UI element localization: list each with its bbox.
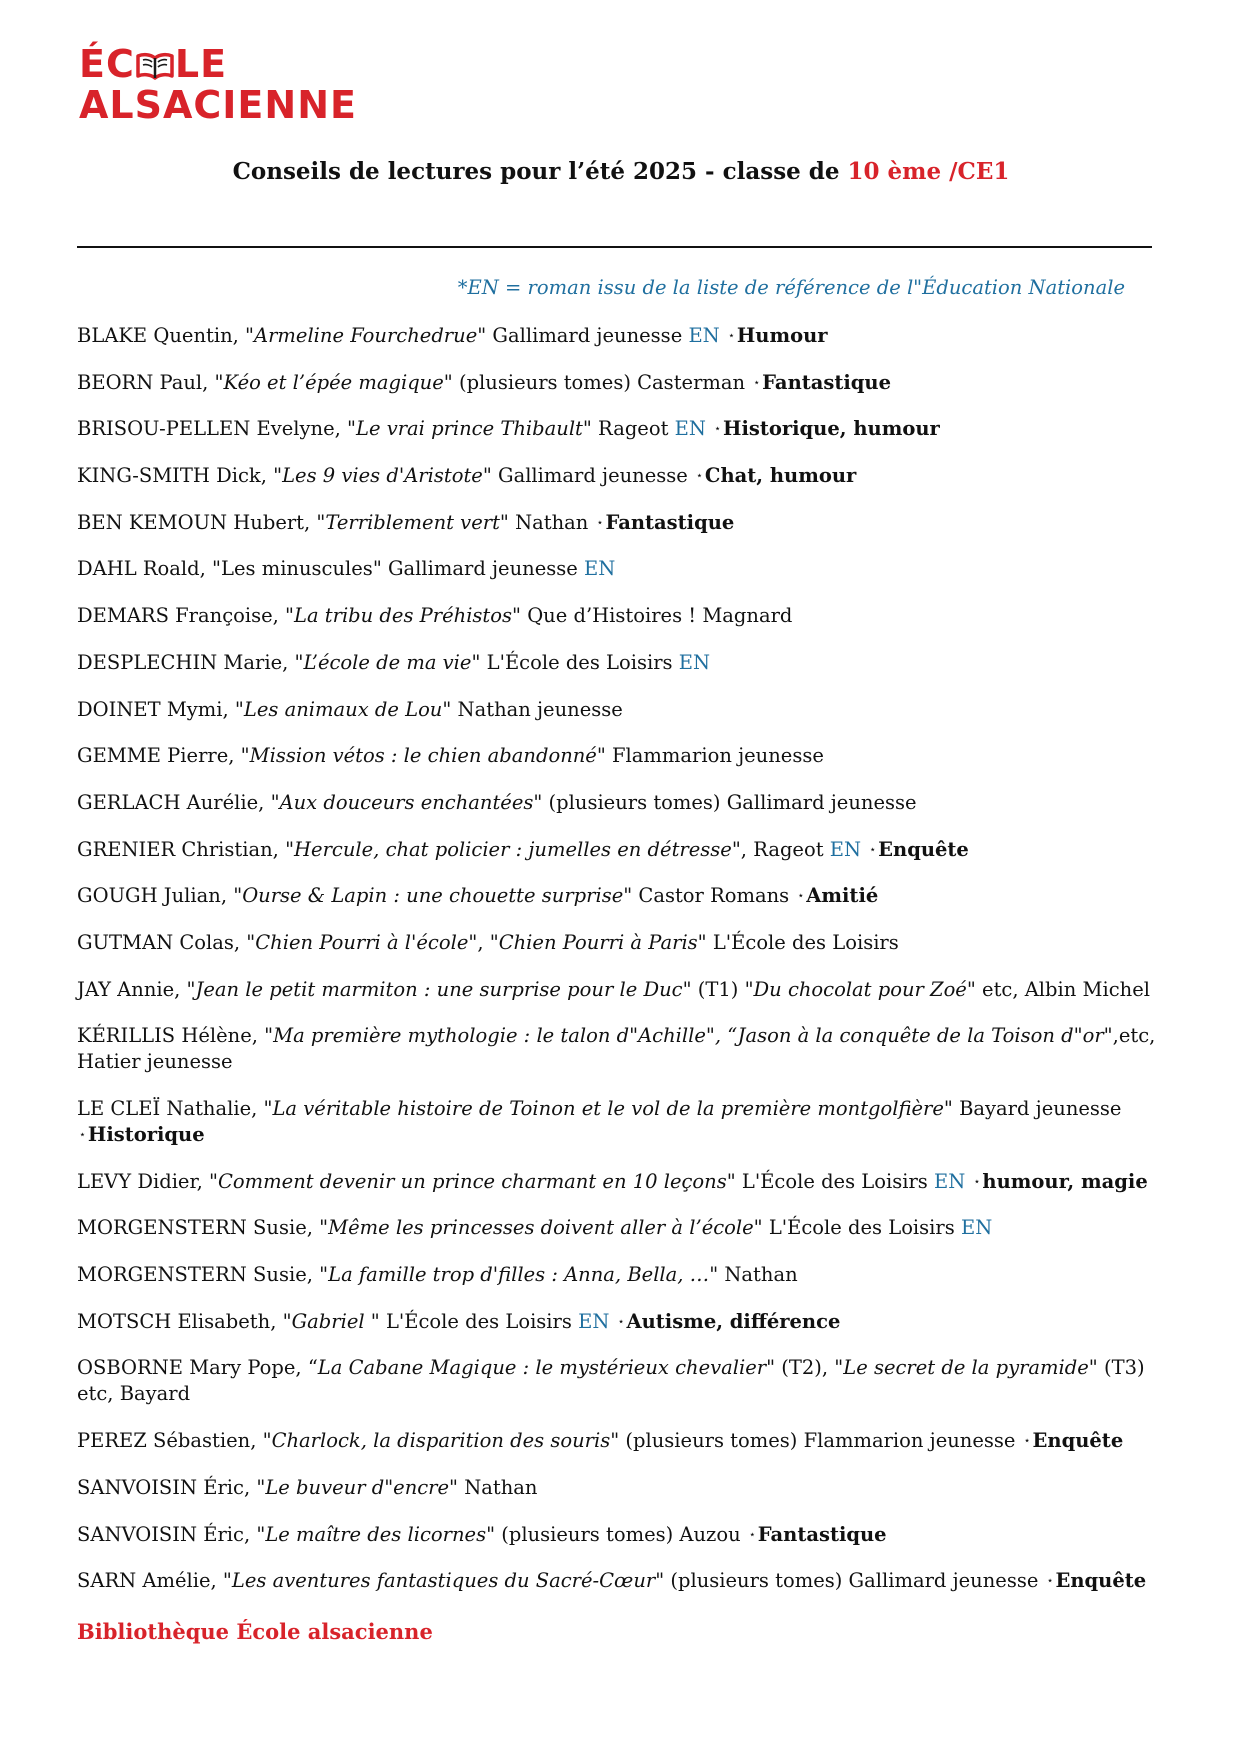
- entry-genre: Humour: [736, 324, 828, 347]
- entry-genre: Fantastique: [762, 370, 892, 394]
- star-icon: ⋆: [869, 842, 877, 856]
- entry-publisher: (plusieurs tomes) Casterman: [452, 370, 752, 394]
- star-icon: ⋆: [714, 422, 722, 436]
- entry-publisher: " (T2), ": [766, 1356, 844, 1380]
- open-book-icon: [136, 50, 174, 80]
- entry-title: La véritable histoire de Toinon et le vol de la première montgolfière": [272, 1097, 953, 1120]
- entry-publisher: L'École des Loisirs: [762, 1216, 961, 1240]
- logo-line-2: ALSACIENNE: [79, 83, 357, 127]
- entry-publisher: (plusieurs tomes) Gallimard jeunesse: [542, 790, 917, 814]
- entry-author: MOTSCH Elisabeth, ": [77, 1309, 292, 1333]
- entry-title: La tribu des Préhistos": [294, 604, 521, 628]
- entry-genre: Chat, humour: [704, 464, 857, 488]
- entry-author: BEN KEMOUN Hubert, ": [77, 510, 326, 534]
- book-entry: [77, 1309, 1187, 1335]
- entry-title: Ma première mythologie : le talon d"Achille", “Jason à la conquête de la Toison d"or": [273, 1024, 1113, 1048]
- entry-title: Même les princesses doivent aller à l’école": [328, 1216, 763, 1240]
- star-icon: ⋆: [748, 1527, 756, 1541]
- entry-author: SANVOISIN Éric, ": [77, 1522, 266, 1546]
- entry-title: Hercule, chat policier : jumelles en détresse": [294, 837, 741, 861]
- page-title: [0, 158, 1242, 185]
- entry-title: "Mission vétos : le chien abandonné": [240, 744, 606, 768]
- entry-author: MORGENSTERN Susie, ": [77, 1263, 329, 1287]
- book-entry: [77, 556, 1187, 582]
- book-entry: [77, 650, 1187, 676]
- entry-genre: Fantastique: [757, 1522, 887, 1546]
- entry-publisher: L'École des Loisirs: [735, 1169, 934, 1193]
- entry-title: Terriblement vert": [325, 510, 509, 534]
- entry-author: DEMARS Françoise, ": [77, 604, 295, 628]
- entry-title-2: "Chien Pourri à Paris": [489, 930, 707, 954]
- entry-genre: Amitié: [806, 884, 879, 908]
- entry-author: GOUGH Julian, ": [77, 884, 243, 908]
- entry-genre: Fantastique: [605, 510, 735, 534]
- entry-publisher: Rageot: [591, 417, 675, 441]
- entry-author: SARN Amélie, ": [77, 1569, 232, 1593]
- entry-publisher: Castor Romans: [632, 884, 796, 908]
- logo-line-1: [79, 44, 357, 85]
- entry-publisher: (plusieurs tomes) Auzou: [495, 1522, 747, 1546]
- entry-author: MORGENSTERN Susie, ": [77, 1216, 329, 1240]
- entry-title: Les aventures fantastiques du Sacré-Cœur": [231, 1569, 665, 1593]
- entry-author: GEMME Pierre,: [77, 744, 241, 768]
- footer-signature: Bibliothèque École alsacienne: [77, 1619, 433, 1644]
- entry-genre: Enquête: [1032, 1429, 1124, 1453]
- entry-title: Ourse & Lapin : une chouette surprise": [242, 884, 633, 908]
- book-entry: [77, 1475, 1187, 1501]
- entry-publisher: Gallimard jeunesse: [491, 464, 695, 488]
- book-entry: [77, 463, 1187, 489]
- entry-publisher: (plusieurs tomes) Flammarion jeunesse: [619, 1429, 1022, 1453]
- book-entry: [77, 1355, 1187, 1407]
- entry-title: Les animaux de Lou": [243, 697, 452, 721]
- entry-title: Le vrai prince Thibault": [356, 417, 592, 441]
- entry-author: DAHL Roald, "Les minuscules" Gallimard jeunesse: [77, 557, 585, 581]
- entry-publisher: Bayard jeunesse: [952, 1097, 1122, 1120]
- book-entry: [77, 510, 1187, 536]
- entry-publisher: (plusieurs tomes) Gallimard jeunesse: [664, 1569, 1045, 1593]
- entry-title-2: Du chocolat pour Zoé: [753, 977, 967, 1001]
- book-entry: [77, 697, 1187, 723]
- entry-publisher: " L'École des Loisirs: [370, 1309, 579, 1333]
- star-icon: ⋆: [617, 1314, 625, 1328]
- entry-publisher: L'École des Loisirs: [480, 650, 679, 674]
- en-tag: EN: [674, 417, 706, 441]
- title-main: Conseils de lectures pour l’été 2025 - classe de: [232, 158, 848, 185]
- entry-title: La Cabane Magique : le mystérieux chevalier: [317, 1356, 767, 1380]
- entry-title: Le buveur d"encre": [265, 1475, 459, 1499]
- entry-author: GRENIER Christian, ": [77, 837, 295, 861]
- book-entry: [77, 1428, 1187, 1454]
- entry-title: La famille trop d'filles : Anna, Bella, …: [328, 1263, 710, 1287]
- book-entry: [77, 883, 1187, 909]
- en-tag: EN: [678, 650, 711, 674]
- entry-title: Jean le petit marmiton : une surprise pour le Duc": [195, 977, 692, 1001]
- entry-author: LEVY Didier, ": [77, 1169, 219, 1193]
- star-icon: ⋆: [753, 375, 761, 389]
- entry-publisher: , Rageot: [740, 837, 830, 861]
- entry-genre: Autisme, différence: [626, 1309, 841, 1333]
- en-tag: EN: [829, 837, 862, 861]
- entry-publisher: Nathan jeunesse: [451, 697, 623, 721]
- entry-publisher: ,etc, Hatier jeunesse: [77, 1024, 1156, 1074]
- book-entry: [77, 930, 1187, 956]
- entry-author: GUTMAN Colas,: [77, 930, 247, 954]
- entry-publisher: Gallimard jeunesse: [486, 324, 689, 347]
- book-entry: [77, 1023, 1187, 1075]
- star-icon: ⋆: [727, 329, 735, 342]
- entry-title: Comment devenir un prince charmant en 10 leçons": [218, 1169, 736, 1193]
- school-logo: [79, 44, 357, 126]
- entry-title: "Chien Pourri à l'école": [246, 930, 478, 954]
- en-tag: EN: [688, 324, 720, 347]
- star-icon: ⋆: [79, 1128, 86, 1141]
- book-entry: [77, 837, 1187, 863]
- entry-author: SANVOISIN Éric, ": [77, 1475, 266, 1499]
- entry-title: Gabriel: [291, 1309, 371, 1333]
- entry-publisher: Nathan: [458, 1475, 538, 1499]
- entry-author: KING-SMITH Dick, ": [77, 464, 283, 488]
- entry-publisher-2: L'École des Loisirs: [706, 930, 899, 954]
- entry-title: "Aux douceurs enchantées": [270, 790, 543, 814]
- entry-publisher-2: " etc, Albin Michel: [966, 977, 1150, 1001]
- star-icon: ⋆: [1046, 1574, 1054, 1588]
- book-entry: [77, 790, 1187, 816]
- entry-genre: Historique, humour: [723, 417, 940, 441]
- entry-publisher: (T1) ": [691, 977, 754, 1001]
- entry-title: Kéo et l’épée magique": [223, 370, 453, 394]
- entry-author: BEORN Paul, ": [77, 370, 224, 394]
- entry-publisher: ,: [477, 930, 490, 954]
- entry-author: BRISOU-PELLEN Evelyne, ": [77, 417, 356, 441]
- book-entry: [77, 1568, 1187, 1594]
- entry-author: BLAKE Quentin, ": [77, 324, 255, 347]
- entry-author: KÉRILLIS Hélène, ": [77, 1024, 274, 1048]
- logo-text-1a: ÉC: [79, 42, 135, 86]
- entry-genre: humour, magie: [982, 1169, 1148, 1193]
- entry-genre: Enquête: [878, 837, 969, 861]
- book-entry: [77, 603, 1187, 629]
- star-icon: ⋆: [596, 515, 604, 529]
- book-entry: [77, 416, 1187, 442]
- title-divider: [77, 246, 1152, 248]
- book-entry: [77, 1169, 1187, 1195]
- book-entry: [77, 743, 1187, 769]
- entry-publisher-2: (T3) etc, Bayard: [77, 1356, 1145, 1406]
- entry-author: LE CLEÏ Nathalie, ": [77, 1097, 273, 1120]
- title-class: 10 ème /CE1: [847, 158, 1010, 185]
- book-entry: [77, 1215, 1187, 1241]
- entry-publisher: Que d’Histoires ! Magnard: [521, 604, 793, 628]
- entry-publisher: " Nathan: [709, 1263, 798, 1287]
- entry-author: OSBORNE Mary Pope, “: [77, 1356, 318, 1380]
- en-tag: EN: [584, 557, 616, 581]
- entry-author: JAY Annie, ": [77, 977, 196, 1001]
- entry-title: L’école de ma vie": [303, 650, 481, 674]
- en-tag: EN: [578, 1309, 610, 1333]
- entry-title: Les 9 vies d'Aristote": [282, 464, 492, 488]
- en-tag: EN: [934, 1169, 966, 1193]
- entry-genre: Historique: [87, 1123, 205, 1146]
- book-list: [77, 323, 1187, 1615]
- book-entry: [77, 977, 1187, 1003]
- book-entry: [77, 323, 1187, 349]
- book-entry: [77, 1262, 1187, 1288]
- entry-author: PEREZ Sébastien, ": [77, 1429, 272, 1453]
- en-legend-note: *EN = roman issu de la liste de référence de l"Éducation Nationale: [457, 276, 1125, 299]
- star-icon: ⋆: [797, 889, 805, 903]
- entry-publisher: Nathan: [508, 510, 595, 534]
- star-icon: ⋆: [973, 1174, 981, 1188]
- star-icon: ⋆: [696, 469, 703, 483]
- entry-publisher: Flammarion jeunesse: [605, 744, 824, 768]
- star-icon: ⋆: [1023, 1434, 1031, 1448]
- entry-title: Charlock, la disparition des souris": [271, 1429, 620, 1453]
- book-entry: [77, 1096, 1187, 1148]
- entry-title-2: Le secret de la pyramide": [843, 1356, 1098, 1380]
- book-entry: [77, 370, 1187, 396]
- entry-author: GERLACH Aurélie,: [77, 790, 271, 814]
- entry-author: DESPLECHIN Marie, ": [77, 650, 304, 674]
- entry-author: DOINET Mymi, ": [77, 697, 244, 721]
- en-tag: EN: [960, 1216, 993, 1240]
- entry-title: Le maître des licornes": [265, 1522, 496, 1546]
- book-entry: [77, 1522, 1187, 1548]
- entry-genre: Enquête: [1055, 1569, 1147, 1593]
- logo-text-1b: LE: [174, 42, 228, 86]
- entry-title: Armeline Fourchedrue": [254, 324, 487, 347]
